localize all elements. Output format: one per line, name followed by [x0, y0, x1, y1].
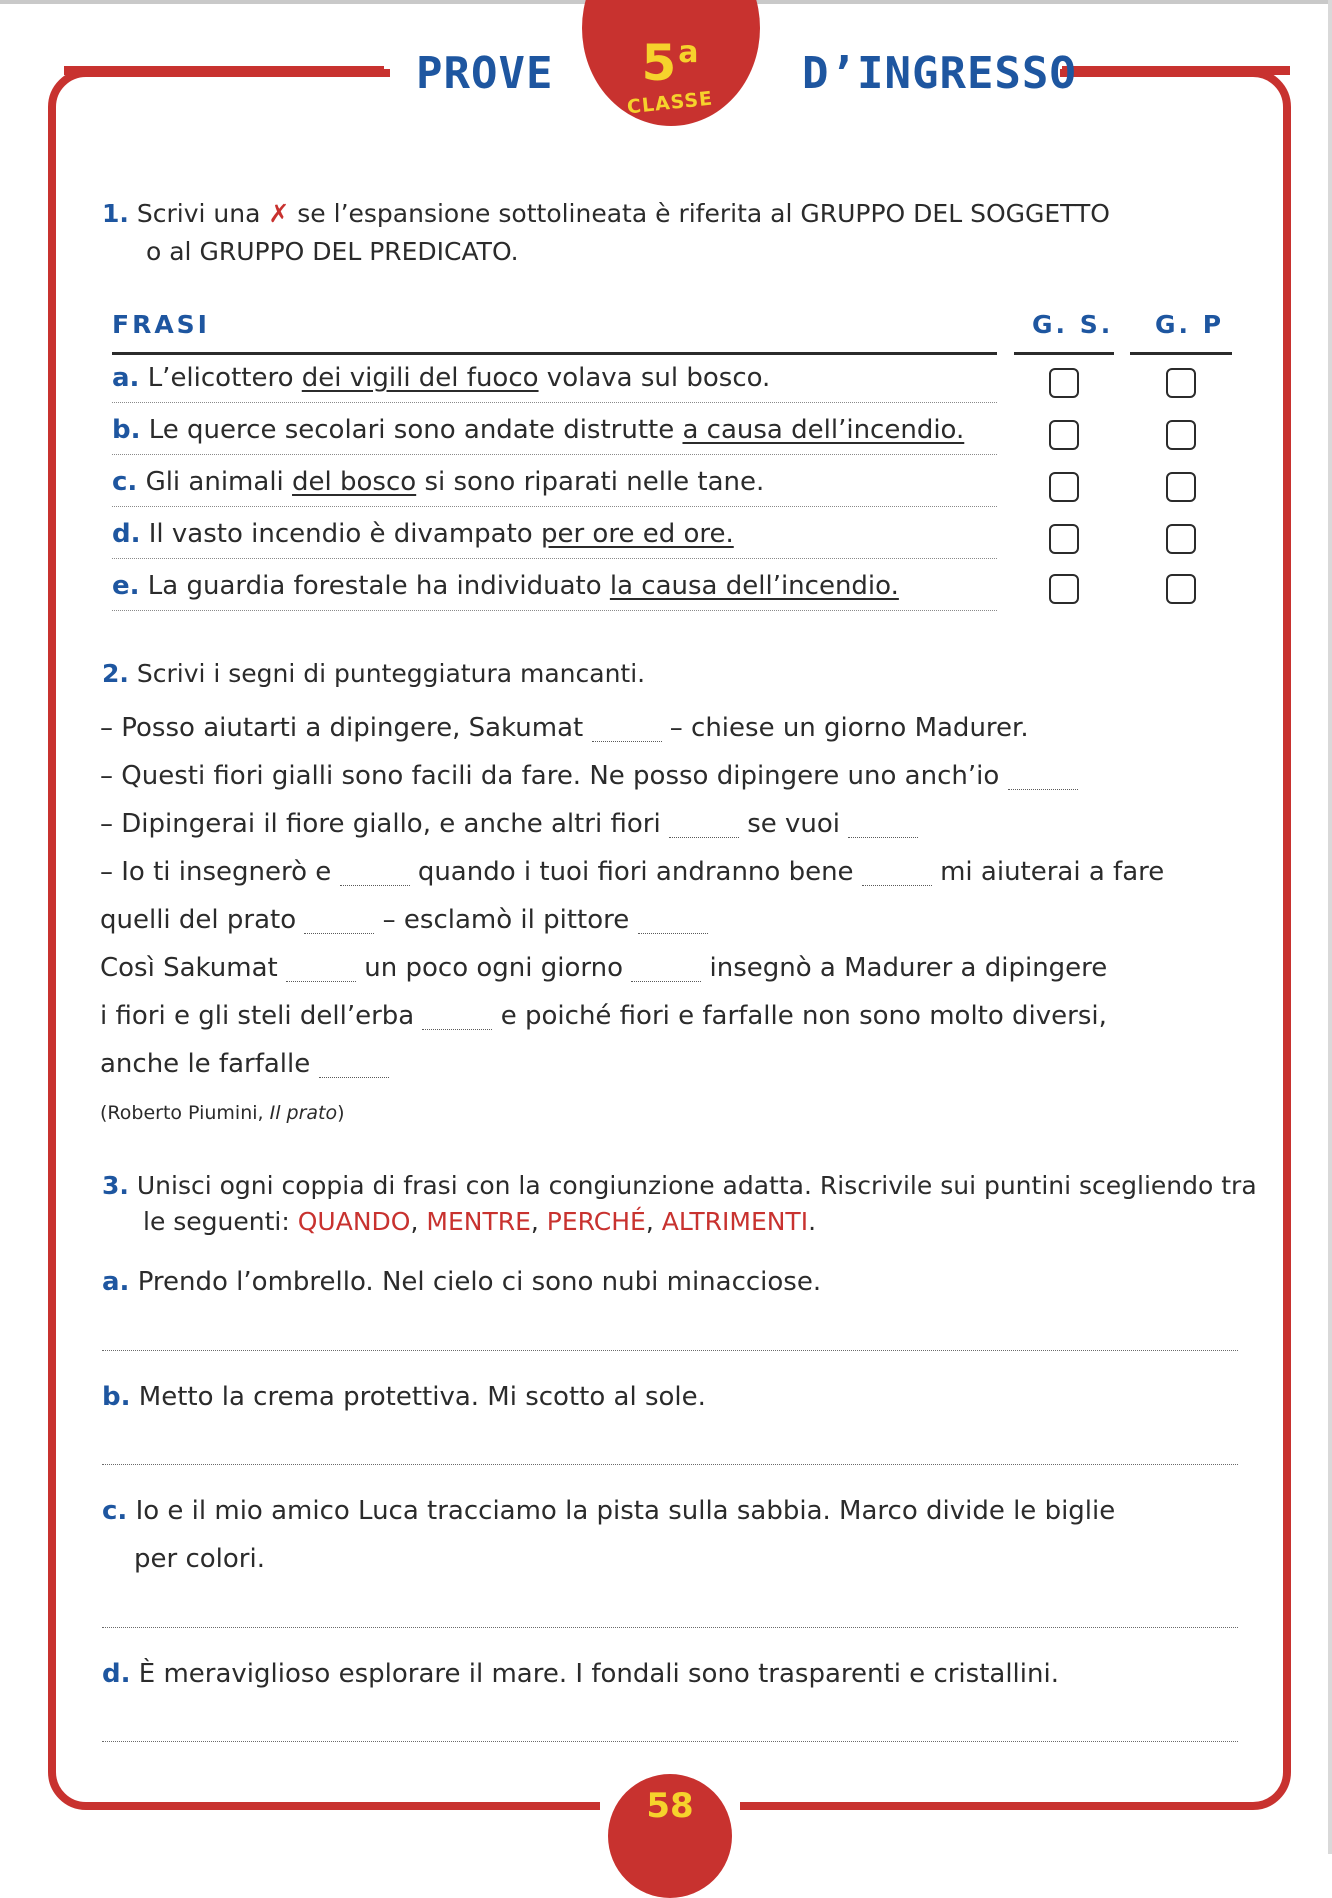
text-line: – Io ti insegnerò e quando i tuoi fiori andranno bene mi aiuterai a fare: [100, 857, 1165, 887]
q1-instruction: 1. Scrivi una ✗ se l’espansione sottolineata è riferita al GRUPPO DEL SOGGETTO: [102, 199, 1110, 228]
conjunction-word: PERCHÉ: [546, 1207, 646, 1236]
blank-field[interactable]: [669, 809, 739, 838]
blank-field[interactable]: [638, 905, 708, 934]
conjunction-word: ALTRIMENTI: [661, 1207, 809, 1236]
text-line: – Dipingerai il fiore giallo, e anche altri fiori se vuoi: [100, 804, 918, 844]
sentence-row: a. L’elicottero dei vigili del fuoco volava sul bosco.: [112, 360, 997, 403]
q2-number: 2.: [102, 659, 129, 688]
grade-number: 5$^a$: [641, 34, 699, 92]
citation: (Roberto Piumini, Il prato): [100, 1102, 345, 1124]
text-line: i fiori e gli steli dell’erba e poiché fiori e farfalle non sono molto diversi,: [100, 1001, 1107, 1031]
blank-field[interactable]: [631, 953, 701, 982]
text-line: – Posso aiutarti a dipingere, Sakumat – chiese un giorno Madurer.: [100, 713, 1029, 743]
header-title-left: PROVE: [416, 48, 554, 99]
checkbox-gp-e[interactable]: [1166, 574, 1196, 604]
blank-field[interactable]: [286, 953, 356, 982]
checkbox-gp-d[interactable]: [1166, 524, 1196, 554]
exercise-item-c-line2: per colori.: [134, 1544, 265, 1574]
checkbox-gp-a[interactable]: [1166, 368, 1196, 398]
answer-line-d[interactable]: [102, 1741, 1238, 1742]
checkbox-gp-c[interactable]: [1166, 472, 1196, 502]
conjunction-word: MENTRE: [426, 1207, 531, 1236]
q1-number: 1.: [102, 199, 129, 228]
q1-instruction-line2: o al GRUPPO DEL PREDICATO.: [146, 237, 519, 266]
text-line: anche le farfalle: [100, 1044, 389, 1084]
exercise-item-c: c. Io e il mio amico Luca tracciamo la pista sulla sabbia. Marco divide le biglie: [102, 1496, 1116, 1526]
exercise-item-b: b. Metto la crema protettiva. Mi scotto al sole.: [102, 1382, 706, 1412]
sentence-row: b. Le querce secolari sono andate distrutte a causa dell’incendio.: [112, 412, 997, 455]
answer-line-b[interactable]: [102, 1464, 1238, 1465]
exercise-item-a: a. Prendo l’ombrello. Nel cielo ci sono nubi minacciose.: [102, 1267, 822, 1297]
col-header-frasi: FRASI: [112, 310, 210, 339]
q3-instruction: 3. Unisci ogni coppia di frasi con la congiunzione adatta. Riscrivile sui puntini scegliendo tra: [102, 1171, 1257, 1200]
checkbox-gp-b[interactable]: [1166, 420, 1196, 450]
answer-line-a[interactable]: [102, 1350, 1238, 1351]
blank-field[interactable]: [422, 1001, 492, 1030]
header-title-right: D’INGRESSO: [802, 48, 1077, 99]
exercise-item-d: d. È meraviglioso esplorare il mare. I fondali sono trasparenti e cristallini.: [102, 1659, 1059, 1689]
sentence-row: c. Gli animali del bosco si sono riparati nelle tane.: [112, 464, 997, 507]
sentence-row: d. Il vasto incendio è divampato per ore ed ore.: [112, 516, 997, 559]
blank-field[interactable]: [862, 857, 932, 886]
col-rule-gs: [1014, 352, 1114, 355]
page-number: 58: [646, 1786, 694, 1826]
right-edge: [1328, 0, 1332, 1854]
col-header-gp: G. P: [1155, 310, 1225, 339]
blank-field[interactable]: [340, 857, 410, 886]
col-rule-frasi: [112, 352, 997, 355]
blank-field[interactable]: [304, 905, 374, 934]
checkbox-gs-c[interactable]: [1049, 472, 1079, 502]
blank-field[interactable]: [319, 1049, 389, 1078]
text-line: Così Sakumat un poco ogni giorno insegnò a Madurer a dipingere: [100, 953, 1108, 983]
conjunction-word: QUANDO: [297, 1207, 411, 1236]
header-rule-right: [1062, 66, 1290, 75]
checkbox-gs-b[interactable]: [1049, 420, 1079, 450]
blank-field[interactable]: [848, 809, 918, 838]
q2-instruction: 2. Scrivi i segni di punteggiatura mancanti.: [102, 659, 646, 688]
text-line: – Questi fiori gialli sono facili da fare. Ne posso dipingere uno anch’io: [100, 756, 1078, 796]
blank-field[interactable]: [1008, 761, 1078, 790]
grade-label: CLASSE: [625, 87, 715, 119]
checkbox-gs-e[interactable]: [1049, 574, 1079, 604]
sentence-row: e. La guardia forestale ha individuato la causa dell’incendio.: [112, 568, 997, 611]
blank-field[interactable]: [592, 713, 662, 742]
q3-instruction-line2: le seguenti: QUANDO, MENTRE, PERCHÉ, ALTRIMENTI.: [143, 1207, 817, 1236]
col-rule-gp: [1130, 352, 1232, 355]
checkbox-gs-a[interactable]: [1049, 368, 1079, 398]
text-line: quelli del prato – esclamò il pittore: [100, 900, 708, 940]
answer-line-c[interactable]: [102, 1627, 1238, 1628]
q3-number: 3.: [102, 1171, 129, 1200]
x-mark-icon: ✗: [268, 199, 290, 228]
header-rule-left: [64, 66, 384, 75]
col-header-gs: G. S.: [1032, 310, 1114, 339]
checkbox-gs-d[interactable]: [1049, 524, 1079, 554]
